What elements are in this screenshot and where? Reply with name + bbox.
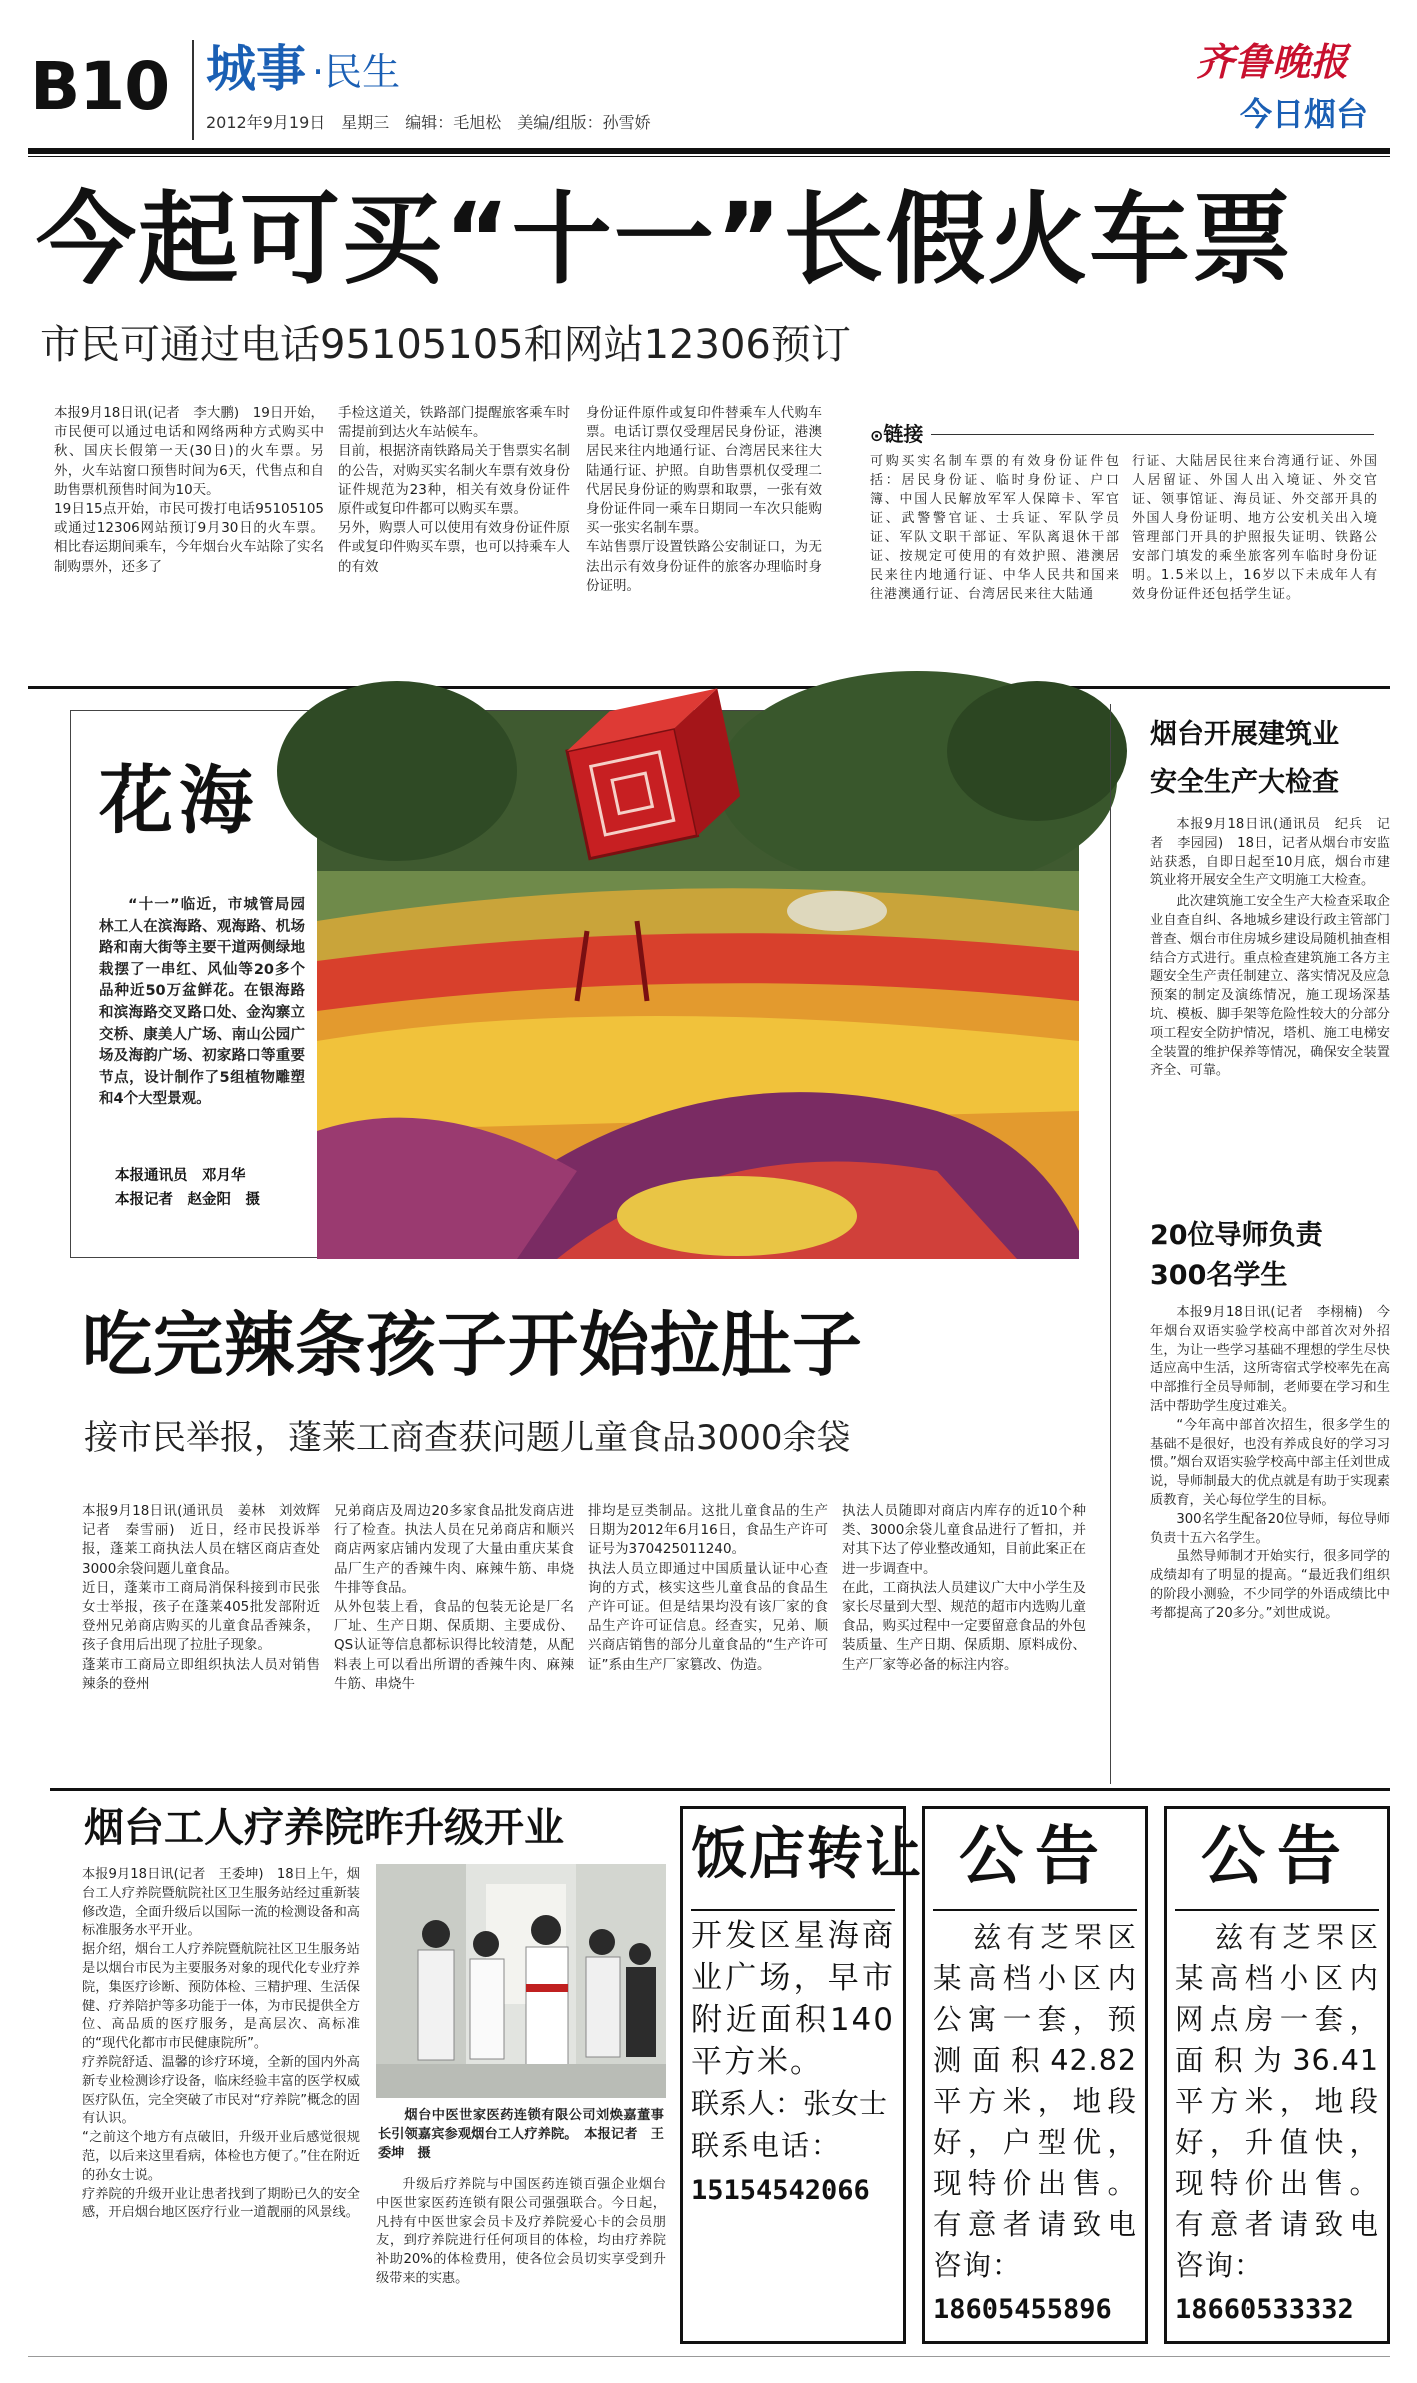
link-sidebar [860, 422, 1382, 672]
ad-1-title-rule [691, 1909, 895, 1911]
story2-column-1: 本报9月18日讯(通讯员 姜林 刘效辉 记者 秦雪丽) 近日，经市民投诉举报，蓬莱工商执法人员在辖区商店查处3000余袋问题儿童食品。 近日，蓬莱市工商局消保科接到市民张女士举报，孩子在蓬莱405批发部附近登州兄弟商店购买的儿童食品香辣条，孩子食用后出现了拉肚子现象。 蓬莱市工商局立即组织执法人员对销售辣条的登州 [82, 1503, 320, 1692]
right-story-2-title-line1: 20位导师负责 [1150, 1220, 1323, 1251]
header-rule-thin [28, 156, 1390, 157]
ad-3-title-rule [1175, 1909, 1379, 1911]
story2-bottom-rule [50, 1788, 1390, 1791]
link-sidebar-col-1: 可购买实名制车票的有效身份证件包括：居民身份证、临时身份证、户口簿、中国人民解放军军人保障卡、军官证、武警警官证、士兵证、军队学员证、军队文职干部证、军队离退休干部证、按规定可使用的有效护照、港澳居民来往内地通行证、中华人民共和国来往港澳通行证、台湾居民来往大陆通 [870, 454, 1120, 602]
lead-bottom-rule [28, 686, 1390, 689]
edition-label: 今日烟台 [1240, 95, 1369, 133]
page-header [0, 0, 1417, 148]
chain-link-icon: ⊙ [870, 426, 884, 445]
link-sidebar-col-2: 行证、大陆居民往来台湾通行证、外国人居留证、外国人出入境证、外交官证、领事馆证、海员证、外交部开具的外国人身份证明、地方公安机关出入境管理部门开具的护照报失证明、铁路公安部门填发的乘坐旅客列车临时身份证明。1.5米以上，16岁以下未成年人有效身份证件还包括学生证。 [1132, 454, 1378, 602]
ad-box-3 [1164, 1806, 1390, 2344]
story2-column-2: 兄弟商店及周边20多家食品批发商店进行了检查。执法人员在兄弟商店和顺兴商店两家店铺内发现了大量由重庆某食品厂生产的香辣牛肉、麻辣牛筋、串烧牛排等食品。 从外包装上看，食品的包装无论是厂名厂址、生产日期、保质期、主要成份、QS认证等信息都标识得比较清楚，从配料表上可以看出所谓的香辣牛肉、麻辣牛筋、串烧牛 [334, 1503, 574, 1692]
right-story-2-title-line2: 300名学生 [1150, 1260, 1288, 1291]
right-story-1-title-line2: 安全生产大检查 [1150, 767, 1339, 798]
photo-credit-2: 本报记者 赵金阳 摄 [115, 1192, 260, 1208]
ad-1-body: 开发区星海商业广场，早市附近面积140平方米。 [691, 1918, 895, 2080]
link-label-text: 链接 [883, 422, 924, 446]
page-bottom-rule [28, 2356, 1390, 2357]
photo-feature-box [70, 710, 1078, 1258]
ad-3-body: 兹有芝罘区某高档小区内网点房一套，面积为36.41平方米，地段好，升值快，现特价出售。有意者请致电咨询： [1175, 1921, 1379, 2282]
right-story-1-title-line1: 烟台开展建筑业 [1150, 719, 1339, 750]
ad-3-title: 公告 [1201, 1820, 1353, 1894]
right-column-divider [1110, 704, 1111, 1784]
section-title: 城事 [206, 40, 306, 98]
hospital-visit-illustration [376, 1864, 666, 2098]
photo-credit-1: 本报通讯员 邓月华 [115, 1168, 246, 1184]
right-story-1-para-1: 本报9月18日讯(通讯员 纪兵 记者 李园园) 18日，记者从烟台市安监站获悉，自即日起至10月底，烟台市建筑业将开展安全生产文明施工大检查。 [1150, 817, 1390, 889]
subsection-title: ·民生 [312, 50, 401, 94]
lead-column-1: 本报9月18日讯(记者 李大鹏) 19日开始，市民便可以通过电话和网络两种方式购买中秋、国庆长假第一天(30日)的火车票。另外，火车站窗口预售时间为6天，代售点和自助售票机预售时间为10天。 19日15点开始，市民可拨打电话95105105或通过12306网站预订9月30日的火车票。相比春运期间乘车，今年烟台火车站除了实名制购票外，还多了 [54, 405, 324, 575]
paper-name: 齐鲁晚报 [1196, 39, 1349, 84]
right-story-2-para-1: 本报9月18日讯(记者 李栩楠) 今年烟台双语实验学校高中部首次对外招生，为让一些学习基础不理想的学生尽快适应高中生活，这所寄宿式学校率先在高中部推行全员导师制，老师要在学习和生活中帮助学生度过难关。 [1150, 1305, 1390, 1414]
header-rule [28, 148, 1390, 154]
ad-box-1 [680, 1806, 923, 2344]
right-story-2 [1150, 1216, 1390, 1624]
ad-3-phone: 18660533332 [1175, 2294, 1354, 2325]
story2-column-4: 执法人员随即对商店内库存的近10个种类、3000余袋儿童食品进行了暂扣，并对其下达了停业整改通知，目前此案正在进一步调查中。 在此，工商执法人员建议广大中小学生及家长尽量到大型、规范的超市内选购儿童食品，购买过程中一定要留意食品的外包装质量、生产日期、保质期、原料成份、生产厂家等必备的标注内容。 [842, 1503, 1086, 1673]
lead-subheadline: 市民可通过电话95105105和网站12306预订 [40, 322, 851, 368]
page-number: B10 [30, 48, 170, 125]
ad-box-2 [922, 1806, 1148, 2344]
dateline: 2012年9月19日 星期三 编辑：毛旭松 美编/组版：孙雪娇 [206, 113, 651, 132]
link-label [870, 422, 931, 448]
photo-feature-title: 花海 [99, 758, 259, 844]
right-story-2-para-4: 虽然导师制才开始实行，很多同学的成绩却有了明显的提高。“最近我们组织的阶段小测验，不少同学的外语成绩比中考都提高了20多分。”刘世成说。 [1150, 1549, 1390, 1621]
story2-headline: 吃完辣条孩子开始拉肚子 [82, 1304, 863, 1386]
ad-2-title: 公告 [959, 1820, 1111, 1894]
right-story-1 [1150, 714, 1390, 1081]
photo-feature-body: “十一”临近，市城管局园林工人在滨海路、观海路、机场路和南大街等主要干道两侧绿地栽摆了一串红、风仙等20多个品种近50万盆鲜花。在银海路和滨海路交叉路口处、金沟寨立交桥、康美人广场、南山公园广场及海韵广场、初家路口等重要节点，设计制作了5组植物雕塑和4个大型景观。 [99, 897, 305, 1108]
story3-photo [376, 1864, 666, 2098]
lead-column-2: 手检这道关，铁路部门提醒旅客乘车时需提前到达火车站候车。 目前，根据济南铁路局关于售票实名制的公告，对购买实名制火车票有效身份证件规范为23种，相关有效身份证件原件或复印件都可以购买车票。 另外，购票人可以使用有效身份证件原件或复印件购买车票，也可以持乘车人的有效 [338, 405, 570, 575]
ad-2-phone: 18605455896 [933, 2294, 1112, 2325]
story3-photo-caption: 烟台中医世家医药连锁有限公司刘焕嘉董事长引领嘉宾参观烟台工人疗养院。 本报记者 王委坤 摄 [378, 2108, 664, 2161]
story3-column-1: 本报9月18日讯(记者 王委坤) 18日上午，烟台工人疗养院暨航院社区卫生服务站经过重新装修改造，全面升级后以国际一流的检测设备和高标准服务水平开业。 据介绍，烟台工人疗养院暨航院社区卫生服务站是以烟台市民为主要服务对象的现代化专业疗养院，集医疗诊断、预防体检、三精护理、生活保健、疗养陪护等多功能于一体，为市民提供全方位、高品质的医疗服务，是高层次、高标准的“现代化都市市民健康院所”。 疗养院舒适、温馨的诊疗环境，全新的国内外高新专业检测诊疗设备，临床经验丰富的医学权威医疗队伍，完全突破了市民对“疗养院”概念的固有认识。 “之前这个地方有点破旧，升级开业后感觉很规范，以后来这里看病，体检也方便了。”住在附近的孙女士说。 疗养院的升级开业让患者找到了期盼已久的安全感，开启烟台地区医疗行业一道靓丽的风景线。 [82, 1867, 360, 2221]
lead-column-3: 身份证件原件或复印件替乘车人代购车票。电话订票仅受理居民身份证，港澳居民来往内地通行证、台湾居民来往大陆通行证、护照。自助售票机仅受理二代居民身份证的购票和取票，一张有效身份证件同一乘车日期同一车次只能购买一张实名制车票。 车站售票厅设置铁路公安制证口，为无法出示有效身份证件的旅客办理临时身份证明。 [586, 405, 822, 594]
flower-field-illustration [317, 711, 1079, 1259]
right-story-2-para-3: 300名学生配备20位导师，每位导师负责十五六名学生。 [1150, 1511, 1390, 1546]
ad-1-title: 饭店转让 [691, 1822, 923, 1887]
story3-column-2: 升级后疗养院与中国医药连锁百强企业烟台中医世家医药连锁有限公司强强联合。今日起，凡持有中医世家会员卡及疗养院爱心卡的会员朋友，到疗养院进行任何项目的体检，均由疗养院补助20%的体检费用，使各位会员切实享受到升级带来的实惠。 [376, 2177, 666, 2286]
story2-column-3: 排均是豆类制品。这批儿童食品的生产日期为2012年6月16日，食品生产许可证号为370425011240。 执法人员立即通过中国质量认证中心查询的方式，核实这些儿童食品的食品生产许可证。但是结果均没有该厂家的食品生产许可证信息。经查实，兄弟、顺兴商店销售的部分儿童食品的“生产许可证”系由生产厂家篡改、伪造。 [588, 1503, 828, 1673]
header-divider [192, 40, 194, 140]
ad-2-body: 兹有芝罘区某高档小区内公寓一套，预测面积42.82平方米，地段好，户型优，现特价出售。有意者请致电咨询： [933, 1921, 1137, 2282]
lead-headline: 今起可买“十一”长假火车票 [36, 181, 1294, 298]
ad-1-phone: 15154542066 [691, 2175, 870, 2206]
flower-field-photo [317, 711, 1079, 1259]
right-story-2-para-2: “今年高中部首次招生，很多学生的基础不是很好，也没有养成良好的学习习惯。”烟台双语实验学校高中部主任刘世成说，导师制最大的优点就是有助于实现素质教育，关心每位学生的目标。 [1150, 1417, 1390, 1508]
ad-1-phone-label: 联系电话： [691, 2129, 842, 2162]
story3-headline: 烟台工人疗养院昨升级开业 [84, 1805, 564, 1851]
link-sidebar-line [874, 434, 1374, 435]
ad-2-title-rule [933, 1909, 1137, 1911]
right-story-1-para-2: 此次建筑施工安全生产大检查采取企业自查自纠、各地城乡建设行政主管部门普查、烟台市住房城乡建设局随机抽查相结合方式进行。重点检查建筑施工各方主题安全生产责任制建立、落实情况及应急预案的制定及演练情况，施工现场深基坑、模板、脚手架等危险性较大的分部分项工程安全防护情况，塔机、施工电梯安全装置的维护保养等情况，确保安全装置齐全、可靠。 [1150, 894, 1390, 1079]
ad-1-contact: 联系人：张女士 [691, 2087, 888, 2120]
story2-subheadline: 接市民举报，蓬莱工商查获问题儿童食品3000余袋 [84, 1418, 851, 1458]
